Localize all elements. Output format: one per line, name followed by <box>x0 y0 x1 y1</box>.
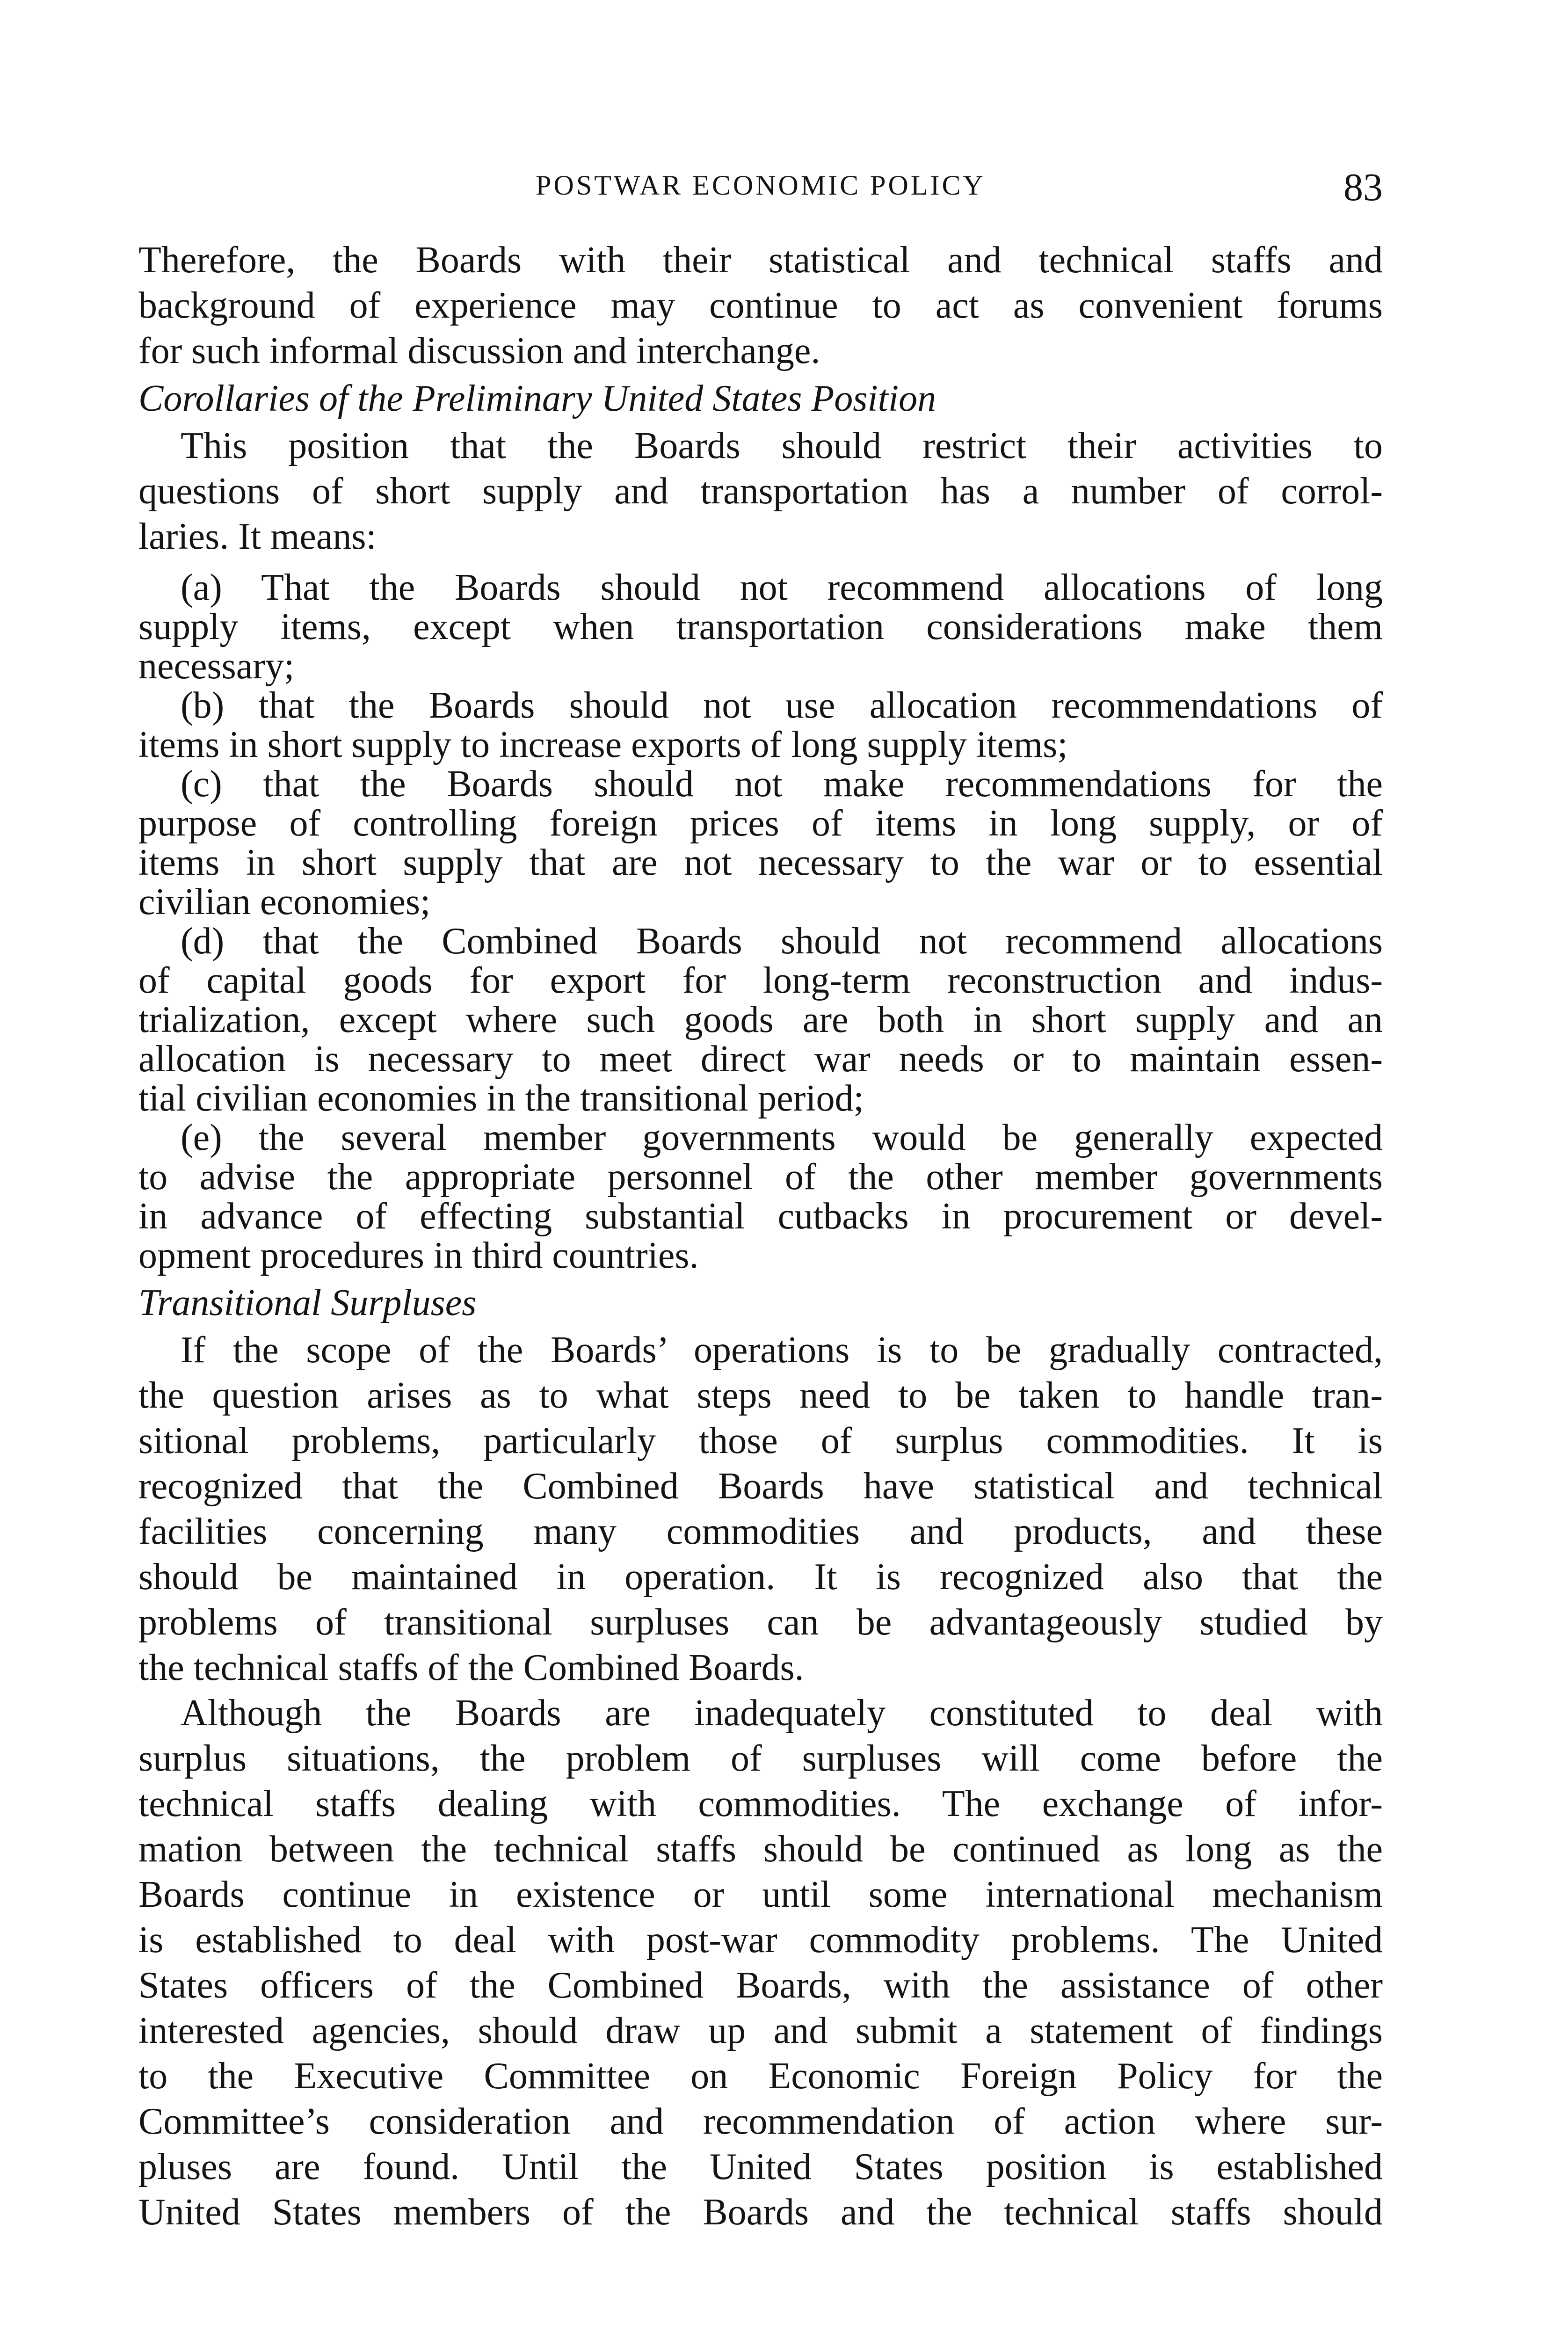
text-line: This position that the Boards should restrict their activities to <box>181 425 1383 466</box>
text-line: recognized that the Combined Boards have statistical and technical <box>138 1466 1383 1507</box>
list-item-e: (e) the several member governments would be generally expected <box>181 1117 1383 1158</box>
text-line: Committee’s consideration and recommendation of action where sur- <box>138 2101 1383 2142</box>
text-line: If the scope of the Boards’ operations is to be gradually contracted, <box>181 1329 1383 1371</box>
page-number: 83 <box>1343 166 1383 209</box>
text-line: trialization, except where such goods are both in short supply and an <box>138 999 1383 1040</box>
list-item-c: (c) that the Boards should not make recommendations for the <box>181 763 1383 805</box>
paragraph-surpluses <box>138 1691 1383 2235</box>
text-line: technical staffs dealing with commodities. The exchange of infor- <box>138 1783 1383 1824</box>
text-line: Therefore, the Boards with their statistical and technical staffs and <box>138 240 1383 281</box>
text-line: pluses are found. Until the United States position is established <box>138 2146 1383 2187</box>
list-item-d: (d) that the Combined Boards should not recommend allocations <box>181 921 1383 962</box>
text-line: questions of short supply and transportation has a number of corrol- <box>138 471 1383 512</box>
section-heading-transitional-surpluses: Transitional Surpluses <box>138 1282 477 1323</box>
text-line: supply items, except when transportation considerations make them <box>138 606 1383 647</box>
list-item-a: (a) That the Boards should not recommend allocations of long <box>181 567 1383 608</box>
running-title: POSTWAR ECONOMIC POLICY <box>536 170 986 201</box>
text-line: facilities concerning many commodities and products, and these <box>138 1511 1383 1552</box>
text-line: problems of transitional surpluses can be advantageously studied by <box>138 1602 1383 1643</box>
text-line: interested agencies, should draw up and submit a statement of findings <box>138 2010 1383 2051</box>
text-line: United States members of the Boards and the technical staffs should <box>138 2192 1383 2233</box>
text-line: necessary; <box>138 646 295 687</box>
text-line: civilian economies; <box>138 881 431 923</box>
paragraph-scope <box>138 1328 1383 1691</box>
text-line: allocation is necessary to meet direct war needs or to maintain essen- <box>138 1039 1383 1080</box>
paragraph-forums <box>138 238 1383 374</box>
text-line: for such informal discussion and interchange. <box>138 330 820 371</box>
text-line: items in short supply to increase exports of long supply items; <box>138 724 1068 765</box>
text-line: mation between the technical staffs should be continued as long as the <box>138 1829 1383 1870</box>
text-line: laries. It means: <box>138 516 377 557</box>
text-line: sitional problems, particularly those of surplus commodities. It is <box>138 1420 1383 1461</box>
text-line: Boards continue in existence or until some international mechanism <box>138 1874 1383 1915</box>
text-line: States officers of the Combined Boards, with the assistance of other <box>138 1965 1383 2006</box>
text-line: purpose of controlling foreign prices of items in long supply, or of <box>138 803 1383 844</box>
text-line: of capital goods for export for long-term reconstruction and indus- <box>138 960 1383 1001</box>
text-line: to advise the appropriate personnel of the other member governments <box>138 1156 1383 1198</box>
corollary-list <box>138 568 1383 1275</box>
text-line: in advance of effecting substantial cutbacks in procurement or devel- <box>138 1196 1383 1237</box>
body-text <box>138 238 1383 2235</box>
text-line: items in short supply that are not necessary to the war or to essential <box>138 842 1383 883</box>
text-line: Although the Boards are inadequately constituted to deal with <box>181 1693 1383 1734</box>
paragraph-position <box>138 423 1383 559</box>
text-line: background of experience may continue to act as convenient forums <box>138 285 1383 326</box>
text-line: is established to deal with post-war commodity problems. The United <box>138 1919 1383 1961</box>
text-line: the technical staffs of the Combined Boards. <box>138 1647 804 1688</box>
text-line: tial civilian economies in the transitional period; <box>138 1078 864 1119</box>
text-line: should be maintained in operation. It is recognized also that the <box>138 1556 1383 1598</box>
text-line: the question arises as to what steps need to be taken to handle tran- <box>138 1375 1383 1416</box>
running-head <box>138 165 1383 211</box>
text-line: surplus situations, the problem of surpluses will come before the <box>138 1738 1383 1779</box>
text-line: opment procedures in third countries. <box>138 1235 699 1276</box>
text-line: to the Executive Committee on Economic Foreign Policy for the <box>138 2056 1383 2097</box>
list-item-b: (b) that the Boards should not use allocation recommendations of <box>181 685 1383 726</box>
section-heading-corollaries: Corollaries of the Preliminary United States Position <box>138 378 936 419</box>
